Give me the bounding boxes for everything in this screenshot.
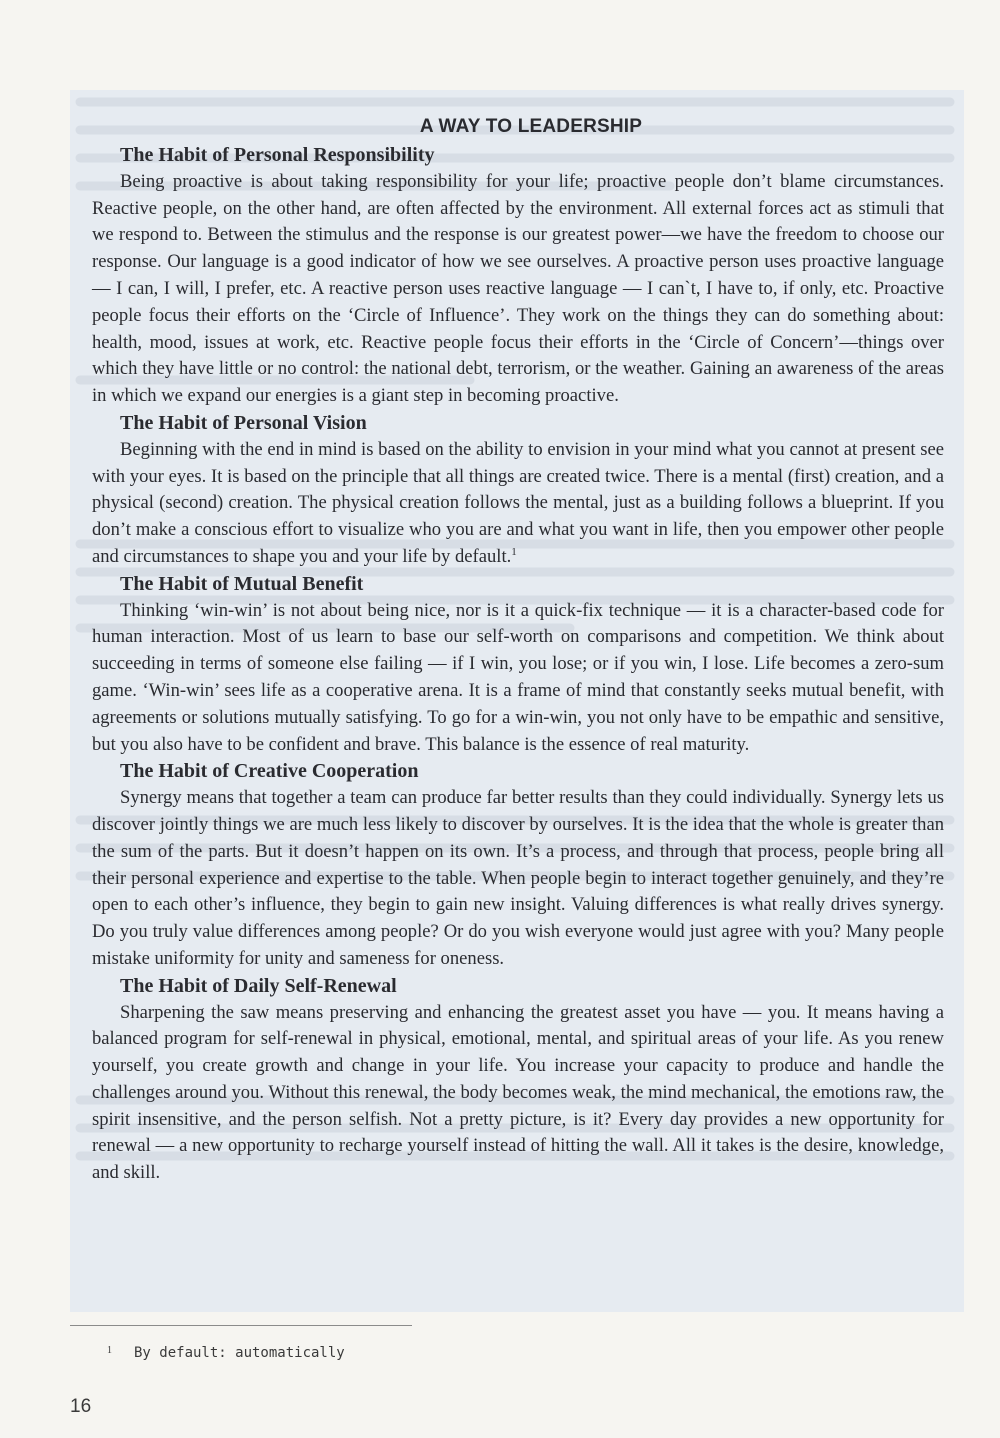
footnote-reference: 1	[511, 545, 517, 558]
section-personal-vision	[92, 410, 944, 571]
section-heading: The Habit of Personal Vision	[120, 411, 367, 434]
footnote-text: By default: automatically	[134, 1345, 345, 1361]
section-daily-self-renewal	[92, 973, 944, 1187]
section-body: Being proactive is about taking responsibility for your life; proactive people don’t blame circumstances. Reactive people, on the other hand, are often affected by the environment. All external forces act as stimuli that we respond to. Between the stimulus and the response is our greatest power—we have the freedom to choose our response. Our language is a good indicator of how we see ourselves. A proactive person uses proactive language — I can, I will, I prefer, etc. A reactive person uses reactive language — I can`t, I have to, if only, etc. Proactive people focus their efforts on the ‘Circle of Influence’. They work on the things they can do something about: health, mood, issues at work, etc. Reactive people focus their efforts in the ‘Circle of Concern’—things over which they have little or no control: the national debt, terrorism, or the weather. Gaining an awareness of the areas in which we expand our energies is a giant step in becoming proactive.	[92, 170, 944, 407]
footnote-mark: 1	[107, 1345, 112, 1356]
section-body-text: Beginning with the end in mind is based on the ability to envision in your mind what you cannot at present see with your eyes. It is based on the principle that all things are created twice. There is a mental (first) creation, and a physical (second) creation. The physical creation follows the mental, just as a building follows a blueprint. If you don’t make a conscious effort to visualize who you are and what you want in life, then you empower other people and circumstances to shape you and your life by default.	[92, 438, 944, 567]
section-creative-cooperation	[92, 758, 944, 972]
article-title: A WAY TO LEADERSHIP	[419, 116, 643, 137]
section-heading: The Habit of Creative Cooperation	[120, 760, 419, 783]
section-body: Thinking ‘win-win’ is not about being nice, nor is it a quick-fix technique — it is a character-based code for human interaction. Most of us learn to base our self-worth on comparisons and competition. We think about succeeding in terms of someone else failing — if I win, you lose; or if you win, I lose. Life becomes a zero-sum game. ‘Win-win’ sees life as a cooperative arena. It is a frame of mind that constantly seeks mutual benefit, with agreements or solutions mutually satisfying. To go for a win-win, you not only have to be empathic and sensitive, but you also have to be confident and brave. This balance is the essence of real maturity.	[92, 599, 944, 755]
section-heading: The Habit of Daily Self-Renewal	[120, 974, 397, 997]
section-body: Synergy means that together a team can produce far better results than they could individually. Synergy lets us discover jointly things we are much less likely to discover by ourselves. It is the idea that the whole is greater than the sum of the parts. But it doesn’t happen on its own. It’s a process, and through that process, people bring all their personal experience and expertise to the table. When people begin to interact together genuinely, and they’re open to each other’s influence, they begin to gain new insight. Valuing differences is what really drives synergy. Do you truly value differences among people? Or do you wish everyone would just agree with you? Many people mistake uniformity for unity and sameness for oneness.	[92, 787, 944, 969]
section-body	[92, 437, 944, 571]
section-personal-responsibility	[92, 142, 944, 410]
section-body: Sharpening the saw means preserving and enhancing the greatest asset you have — you. It means having a balanced program for self-renewal in physical, emotional, mental, and spiritual areas of your life. As you renew yourself, you create growth and change in your life. You increase your capacity to produce and handle the challenges around you. Without this renewal, the body becomes weak, the mind mechanical, the emotions raw, the spirit insensitive, and the person selfish. Not a pretty picture, is it? Every day provides a new opportunity for renewal — a new opportunity to recharge yourself instead of hitting the wall. All it takes is the desire, knowledge, and skill.	[92, 1001, 944, 1184]
section-heading: The Habit of Mutual Benefit	[120, 572, 364, 595]
section-mutual-benefit	[92, 571, 944, 759]
article	[92, 114, 944, 1187]
page-number: 16	[70, 1396, 92, 1417]
footnote	[107, 1345, 345, 1361]
footnote-divider	[70, 1325, 412, 1326]
section-heading: The Habit of Personal Responsibility	[120, 144, 435, 166]
